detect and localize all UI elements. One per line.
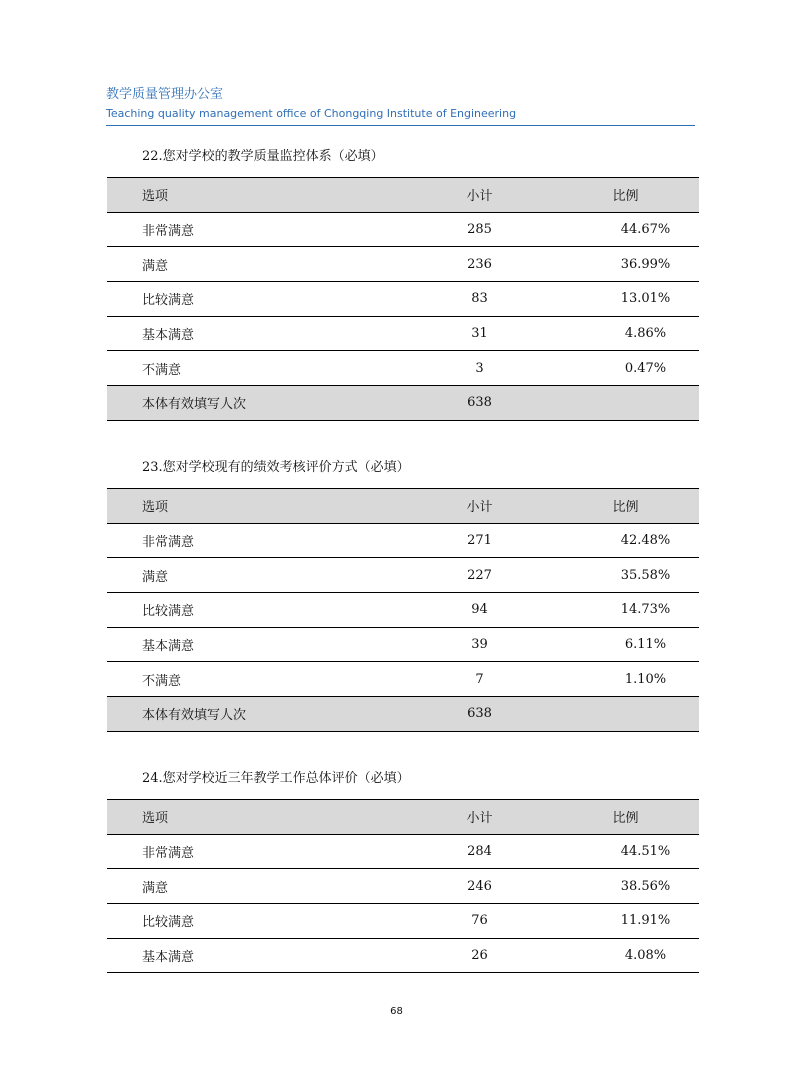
table-row bbox=[107, 662, 699, 697]
total-count: 638 bbox=[407, 386, 552, 421]
row-count: 284 bbox=[407, 834, 552, 869]
header-title-cn: 教学质量管理办公室 bbox=[106, 87, 224, 102]
table-row bbox=[107, 593, 699, 628]
row-ratio: 6.11% bbox=[552, 627, 699, 662]
header-count: 小计 bbox=[407, 800, 552, 835]
row-option: 非常满意 bbox=[107, 523, 407, 558]
row-option: 不满意 bbox=[107, 662, 407, 697]
table-header-row bbox=[107, 800, 699, 835]
row-count: 246 bbox=[407, 869, 552, 904]
header-ratio: 比例 bbox=[552, 178, 699, 213]
row-count: 83 bbox=[407, 282, 552, 317]
question-22-title: 22.您对学校的教学质量监控体系（必填） bbox=[142, 149, 384, 164]
header-option: 选项 bbox=[107, 800, 407, 835]
row-ratio: 42.48% bbox=[552, 523, 699, 558]
row-option: 满意 bbox=[107, 247, 407, 282]
row-option: 非常满意 bbox=[107, 834, 407, 869]
row-ratio: 1.10% bbox=[552, 662, 699, 697]
table-header-row bbox=[107, 489, 699, 524]
row-option: 基本满意 bbox=[107, 627, 407, 662]
row-option: 比较满意 bbox=[107, 593, 407, 628]
header-ratio: 比例 bbox=[552, 800, 699, 835]
table-header-row bbox=[107, 178, 699, 213]
header-ratio: 比例 bbox=[552, 489, 699, 524]
table-row bbox=[107, 869, 699, 904]
table-total-row bbox=[107, 697, 699, 732]
table-row bbox=[107, 247, 699, 282]
row-count: 285 bbox=[407, 212, 552, 247]
row-option: 基本满意 bbox=[107, 938, 407, 973]
table-row bbox=[107, 938, 699, 973]
total-label: 本体有效填写人次 bbox=[107, 386, 407, 421]
row-count: 76 bbox=[407, 904, 552, 939]
row-ratio: 14.73% bbox=[552, 593, 699, 628]
question-24-section bbox=[107, 770, 699, 973]
page-header bbox=[106, 86, 695, 124]
row-count: 26 bbox=[407, 938, 552, 973]
total-ratio-empty bbox=[552, 697, 699, 732]
row-count: 31 bbox=[407, 316, 552, 351]
row-count: 39 bbox=[407, 627, 552, 662]
row-option: 基本满意 bbox=[107, 316, 407, 351]
table-row bbox=[107, 834, 699, 869]
row-ratio: 0.47% bbox=[552, 351, 699, 386]
table-row bbox=[107, 316, 699, 351]
question-23-title: 23.您对学校现有的绩效考核评价方式（必填） bbox=[142, 460, 410, 475]
table-row bbox=[107, 558, 699, 593]
header-count: 小计 bbox=[407, 178, 552, 213]
row-count: 227 bbox=[407, 558, 552, 593]
row-option: 满意 bbox=[107, 558, 407, 593]
question-22-table bbox=[107, 177, 699, 421]
row-count: 7 bbox=[407, 662, 552, 697]
table-total-row bbox=[107, 386, 699, 421]
row-ratio: 35.58% bbox=[552, 558, 699, 593]
question-22-section bbox=[107, 148, 699, 421]
row-ratio: 44.51% bbox=[552, 834, 699, 869]
row-ratio: 44.67% bbox=[552, 212, 699, 247]
header-count: 小计 bbox=[407, 489, 552, 524]
row-option: 满意 bbox=[107, 869, 407, 904]
question-24-table bbox=[107, 799, 699, 973]
total-count: 638 bbox=[407, 697, 552, 732]
total-label: 本体有效填写人次 bbox=[107, 697, 407, 732]
row-count: 94 bbox=[407, 593, 552, 628]
question-23-section bbox=[107, 459, 699, 732]
row-ratio: 36.99% bbox=[552, 247, 699, 282]
table-row bbox=[107, 282, 699, 317]
table-row bbox=[107, 351, 699, 386]
row-ratio: 38.56% bbox=[552, 869, 699, 904]
row-count: 271 bbox=[407, 523, 552, 558]
header-option: 选项 bbox=[107, 489, 407, 524]
table-row bbox=[107, 212, 699, 247]
table-row bbox=[107, 904, 699, 939]
row-ratio: 4.08% bbox=[552, 938, 699, 973]
question-23-table bbox=[107, 488, 699, 732]
header-option: 选项 bbox=[107, 178, 407, 213]
row-ratio: 4.86% bbox=[552, 316, 699, 351]
question-24-title: 24.您对学校近三年教学工作总体评价（必填） bbox=[142, 771, 410, 786]
row-ratio: 13.01% bbox=[552, 282, 699, 317]
header-title-en: Teaching quality management office of Chongqing Institute of Engineering bbox=[106, 107, 517, 120]
row-option: 不满意 bbox=[107, 351, 407, 386]
table-row bbox=[107, 523, 699, 558]
header-rule bbox=[106, 125, 695, 126]
row-option: 比较满意 bbox=[107, 282, 407, 317]
row-count: 236 bbox=[407, 247, 552, 282]
row-option: 非常满意 bbox=[107, 212, 407, 247]
table-row bbox=[107, 627, 699, 662]
row-count: 3 bbox=[407, 351, 552, 386]
total-ratio-empty bbox=[552, 386, 699, 421]
row-option: 比较满意 bbox=[107, 904, 407, 939]
row-ratio: 11.91% bbox=[552, 904, 699, 939]
page-number: 68 bbox=[390, 1006, 403, 1017]
